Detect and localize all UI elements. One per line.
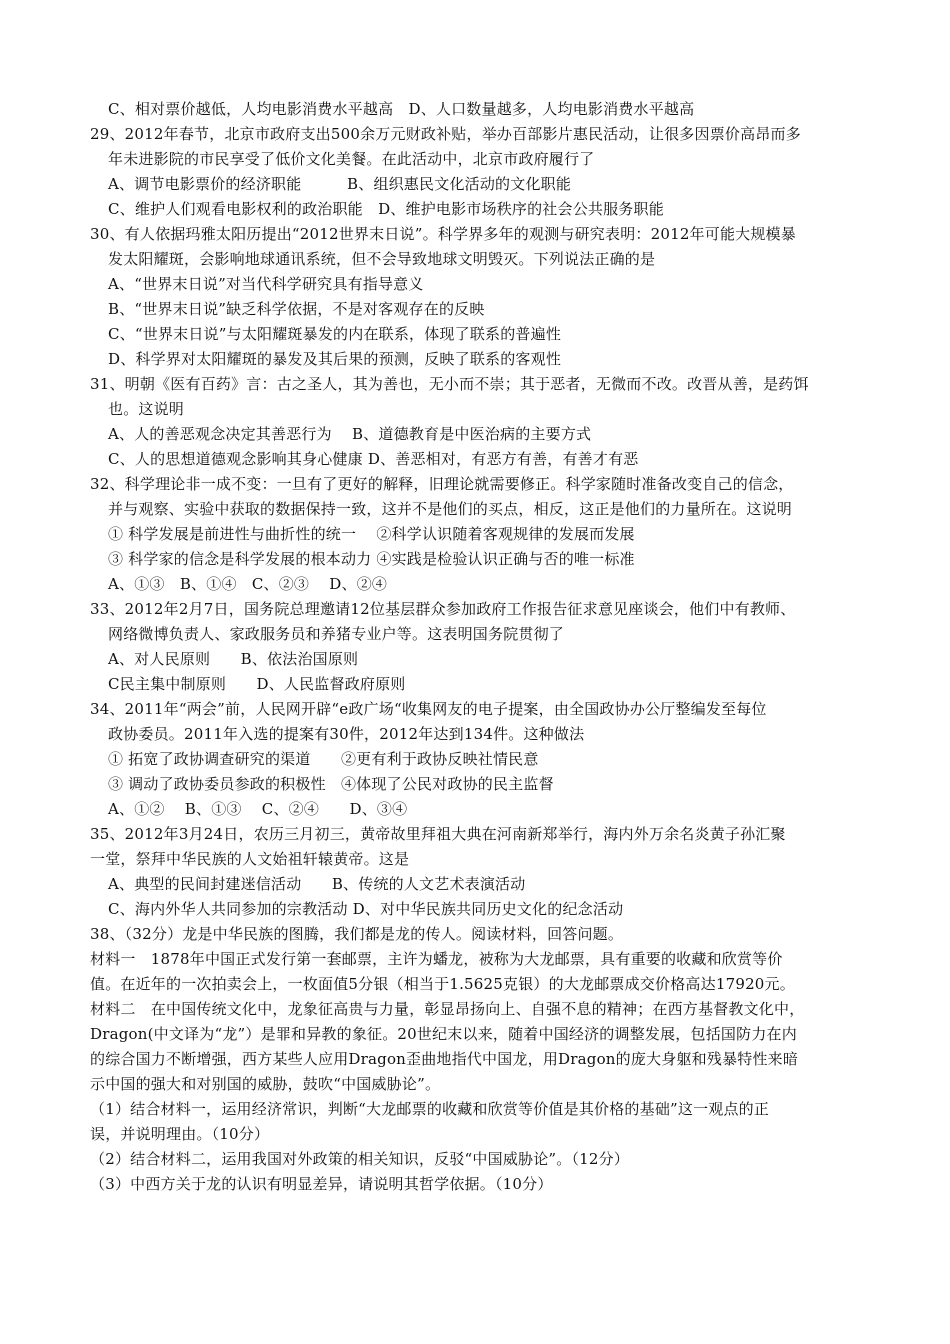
line-18: ① 科学发展是前进性与曲折性的统一 ②科学认识随着客观规律的发展而发展	[108, 525, 635, 543]
line-32: A、典型的民间封建迷信活动 B、传统的人文艺术表演活动	[108, 875, 526, 893]
line-15: C、人的思想道德观念影响其身心健康 D、善恶相对，有恶方有善，有善才有恶	[108, 450, 639, 468]
line-33: C、海内外华人共同参加的宗教活动 D、对中华民族共同历史文化的纪念活动	[108, 900, 624, 918]
line-44: （3）中西方关于龙的认识有明显差异，请说明其哲学依据。（10分）	[90, 1175, 553, 1193]
line-41: （1）结合材料一，运用经济常识，判断“大龙邮票的收藏和欣赏等价值是其价格的基础”这一观点的正	[90, 1100, 770, 1118]
line-31: 一堂，祭拜中华民族的人文始祖轩辕黄帝。这是	[90, 850, 410, 868]
line-34: 38、（32分）龙是中华民族的图腾，我们都是龙的传人。阅读材料，回答问题。	[90, 925, 624, 943]
line-7: 发太阳耀斑，会影响地球通讯系统，但不会导致地球文明毁灭。下列说法正确的是	[108, 250, 656, 268]
line-3: 年未进影院的市民享受了低价文化美餐。在此活动中，北京市政府履行了	[108, 150, 595, 168]
line-9: B、“世界末日说”缺乏科学依据，不是对客观存在的反映	[108, 300, 485, 318]
line-39: 的综合国力不断增强，西方某些人应用Dragon歪曲地指代中国龙，用Dragon的庞大身躯和残暴特性来暗	[90, 1050, 799, 1068]
line-19: ③ 科学家的信念是科学发展的根本动力 ④实践是检验认识正确与否的唯一标准	[108, 550, 635, 568]
line-38: Dragon(中文译为“龙”）是罪和异教的象征。20世纪末以来，随着中国经济的调整发展，包括国防力在内	[90, 1025, 797, 1043]
line-43: （2）结合材料二，运用我国对外政策的相关知识，反驳“中国威胁论”。（12分）	[90, 1150, 630, 1168]
line-6: 30、有人依据玛雅太阳历提出“2012世界末日说”。科学界多年的观测与研究表明：2012年可能大规模暴	[90, 225, 796, 243]
line-36: 值。在近年的一次拍卖会上，一枚面值5分银（相当于1.5625克银）的大龙邮票成交价格高达17920元。	[90, 975, 795, 993]
line-8: A、“世界末日说”对当代科学研究具有指导意义	[108, 275, 424, 293]
line-11: D、科学界对太阳耀斑的暴发及其后果的预测，反映了联系的客观性	[108, 350, 562, 368]
line-29: A、①② B、①③ C、②④ D、③④	[108, 800, 408, 818]
line-21: 33、2012年2月7日，国务院总理邀请12位基层群众参加政府工作报告征求意见座谈会，他们中有教师、	[90, 600, 796, 618]
line-20: A、①③ B、①④ C、②③ D、②④	[108, 575, 388, 593]
line-1: C、相对票价越低，人均电影消费水平越高 D、人口数量越多，人均电影消费水平越高	[108, 100, 695, 118]
line-10: C、“世界末日说”与太阳耀斑暴发的内在联系，体现了联系的普遍性	[108, 325, 562, 343]
line-12: 31、明朝《医有百药》言：古之圣人，其为善也，无小而不崇；其于恶者，无微而不改。改晋从善，是药饵	[90, 375, 809, 393]
line-14: A、人的善恶观念决定其善恶行为 B、道德教育是中医治病的主要方式	[108, 425, 592, 443]
line-16: 32、科学理论非一成不变：一旦有了更好的解释，旧理论就需要修正。科学家随时准备改变自己的信念，	[90, 475, 794, 493]
line-42: 误，并说明理由。（10分）	[90, 1125, 270, 1143]
line-2: 29、2012年春节，北京市政府支出500余万元财政补贴，举办百部影片惠民活动，让很多因票价高昂而多	[90, 125, 801, 143]
line-30: 35、2012年3月24日，农历三月初三，黄帝故里拜祖大典在河南新郑举行，海内外万余名炎黄子孙汇聚	[90, 825, 786, 843]
line-4: A、调节电影票价的经济职能 B、组织惠民文化活动的文化职能	[108, 175, 572, 193]
line-28: ③ 调动了政协委员参政的积极性 ④体现了公民对政协的民主监督	[108, 775, 554, 793]
line-24: C民主集中制原则 D、人民监督政府原则	[108, 675, 406, 693]
line-26: 政协委员。2011年入选的提案有30件，2012年达到134件。这种做法	[108, 725, 585, 743]
line-35: 材料一 1878年中国正式发行第一套邮票，主许为蟠龙，被称为大龙邮票，具有重要的收藏和欣赏等价	[90, 950, 783, 968]
line-17: 并与观察、实验中获取的数据保持一致，这并不是他们的买点，相反，这正是他们的力量所在。这说明	[108, 500, 793, 518]
line-27: ① 拓宽了政协调查研究的渠道 ②更有利于政协反映社情民意	[108, 750, 539, 768]
line-22: 网络微博负责人、家政服务员和养猪专业户等。这表明国务院贯彻了	[108, 625, 565, 643]
line-5: C、维护人们观看电影权利的政治职能 D、维护电影市场秩序的社会公共服务职能	[108, 200, 664, 218]
line-40: 示中国的强大和对别国的威胁，鼓吹“中国威胁论”。	[90, 1075, 441, 1093]
line-25: 34、2011年“两会”前，人民网开辟“e政广场“收集网友的电子提案，由全国政协办公厅整编发至每位	[90, 700, 767, 718]
line-37: 材料二 在中国传统文化中，龙象征高贵与力量，彰显昂扬向上、自强不息的精神；在西方基督教文化中，	[90, 1000, 805, 1018]
line-13: 也。这说明	[108, 400, 185, 418]
line-23: A、对人民原则 B、依法治国原则	[108, 650, 359, 668]
